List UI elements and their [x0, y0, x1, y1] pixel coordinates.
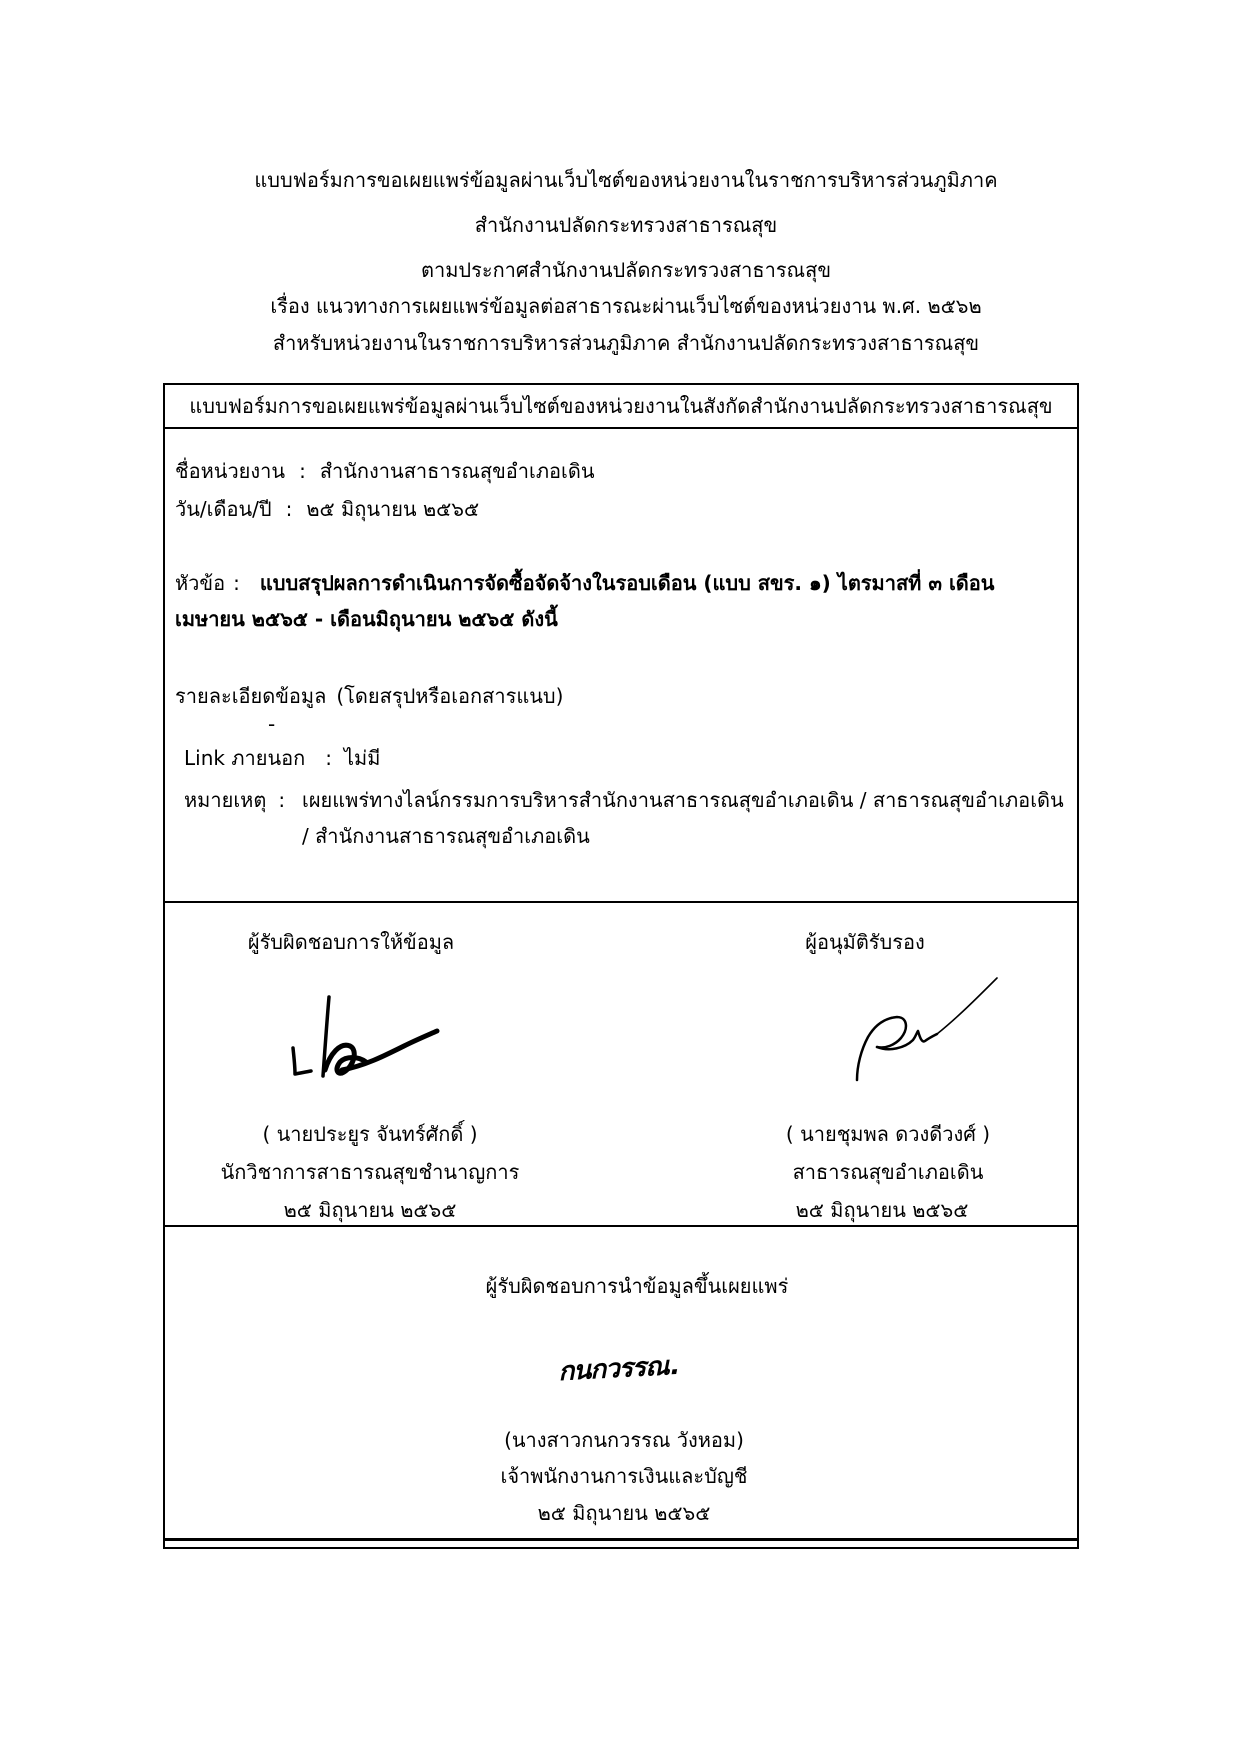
topic-text-line-1: แบบสรุปผลการดำเนินการจัดซื้อจัดจ้างในรอบเดือน (แบบ สขร. ๑) ไตรมาสที่ ๓ เดือน [259, 571, 995, 595]
external-link-field [184, 739, 1077, 777]
publisher-position: เจ้าพนักงานการเงินและบัญชี [500, 1464, 748, 1488]
header-line-announcement: ตามประกาศสำนักงานปลัดกระทรวงสาธารณสุข [420, 258, 831, 282]
provider-date: ๒๕ มิถุนายน ๒๕๖๕ [283, 1198, 457, 1222]
note-text-line-2: / สำนักงานสาธารณสุขอำเภอเดิน [302, 824, 590, 848]
date-field [175, 490, 1077, 528]
approver-position: สาธารณสุขอำเภอเดิน [792, 1160, 984, 1184]
provider-name: ( นายประยูร จันทร์ศักดิ์ ) [262, 1122, 478, 1146]
signature-row [165, 903, 1077, 1227]
approver-signature [845, 970, 1005, 1090]
publisher-name: (นางสาวกนกวรรณ วังหอม) [504, 1428, 744, 1452]
form-title: แบบฟอร์มการขอเผยแพร่ข้อมูลผ่านเว็บไซต์ของหน่วยงานในสังกัดสำนักงานปลัดกระทรวงสาธารณสุข [189, 394, 1053, 418]
publisher-block [424, 1227, 824, 1538]
external-link-colon: : [325, 746, 332, 770]
topic-label: หัวข้อ [175, 571, 226, 595]
date-colon: : [285, 497, 293, 521]
details-hint: (โดยสรุปหรือเอกสารแนบ) [336, 684, 564, 708]
external-link-value: ไม่มี [344, 746, 381, 770]
unit-field [175, 452, 1077, 490]
approver-date: ๒๕ มิถุนายน ๒๕๖๕ [795, 1198, 969, 1222]
details-label: รายละเอียดข้อมูล [175, 684, 327, 708]
unit-colon: : [299, 459, 306, 483]
publisher-signature-mark: กนกวรรณ. [557, 1350, 683, 1388]
header-line-form-name: แบบฟอร์มการขอเผยแพร่ข้อมูลผ่านเว็บไซต์ของหน่วยงานในราชการบริหารส่วนภูมิภาค [254, 168, 998, 192]
topic-colon: : [233, 571, 240, 595]
approver-role: ผู้อนุมัติรับรอง [805, 930, 925, 954]
double-rule-gap [165, 1541, 1077, 1547]
publisher-role: ผู้รับผิดชอบการนำข้อมูลขึ้นเผยแพร่ [485, 1274, 789, 1298]
note-colon: : [278, 788, 286, 812]
provider-position: นักวิชาการสาธารณสุขชำนาญการ [220, 1160, 520, 1184]
note-label-group [184, 782, 302, 854]
unit-label: ชื่อหน่วยงาน [175, 459, 286, 483]
note-label: หมายเหตุ [184, 788, 267, 812]
date-value: ๒๕ มิถุนายน ๒๕๖๕ [306, 497, 480, 521]
publisher-date: ๒๕ มิถุนายน ๒๕๖๕ [537, 1501, 711, 1525]
header-line-office: สำนักงานปลัดกระทรวงสาธารณสุข [474, 213, 778, 237]
provider-signature [280, 990, 450, 1090]
details-value: - [268, 712, 276, 736]
external-link-label: Link ภายนอก [184, 746, 306, 770]
provider-role: ผู้รับผิดชอบการให้ข้อมูล [247, 930, 455, 954]
details-field [175, 677, 1077, 715]
signature-stroke [937, 978, 997, 1034]
provider-block [170, 903, 570, 1225]
form-info-row [165, 429, 1077, 903]
publisher-signature [424, 1349, 824, 1390]
note-text-line-1: เผยแพร่ทางไลน์กรรมการบริหารสำนักงานสาธารณสุขอำเภอเดิน / สาธารณสุขอำเภอเดิน [302, 788, 1064, 812]
topic-text-line-2: เมษายน ๒๕๖๕ - เดือนมิถุนายน ๒๕๖๕ ดังนี้ [175, 607, 558, 631]
form-table [163, 383, 1079, 1549]
note-text [302, 782, 1077, 854]
date-label: วัน/เดือน/ปี [175, 497, 272, 521]
signature-stroke [293, 1048, 311, 1074]
header-line-subject: เรื่อง แนวทางการเผยแพร่ข้อมูลต่อสาธารณะผ่านเว็บไซต์ของหน่วยงาน พ.ศ. ๒๕๖๒ [270, 294, 982, 318]
unit-value: สำนักงานสาธารณสุขอำเภอเดิน [319, 459, 595, 483]
topic-field [175, 565, 1077, 637]
form-title-row [165, 385, 1077, 429]
approver-name: ( นายชุมพล ดวงดีวงศ์ ) [785, 1122, 991, 1146]
publisher-row [165, 1227, 1077, 1541]
header-line-scope: สำหรับหน่วยงานในราชการบริหารส่วนภูมิภาค สำนักงานปลัดกระทรวงสาธารณสุข [272, 331, 980, 355]
note-field [184, 782, 1077, 854]
approver-block [703, 903, 1073, 1225]
